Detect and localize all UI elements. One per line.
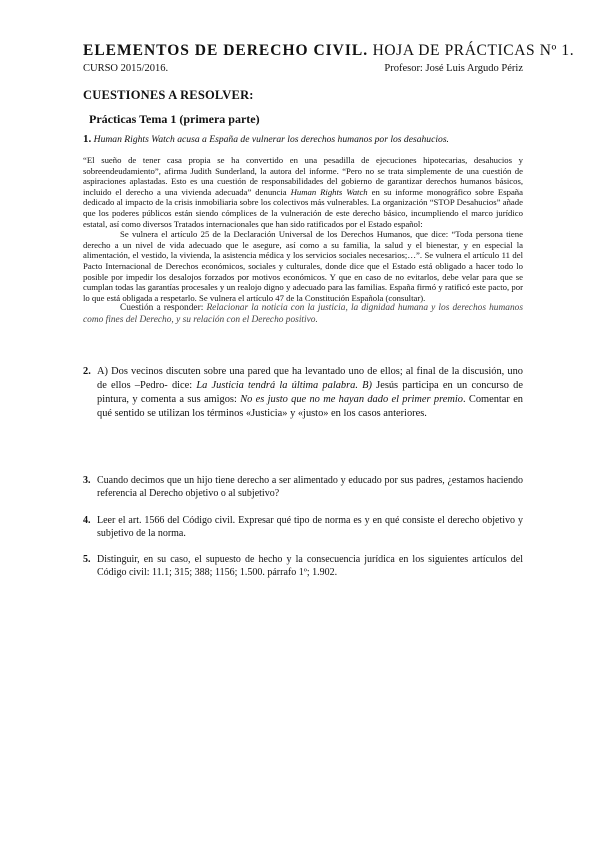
question-1-title: Human Rights Watch acusa a España de vulnerar los derechos humanos por los desahucios. [93, 134, 449, 145]
question-text: A) Dos vecinos discuten sobre una pared que ha levantado uno de ellos; al final de la discusión, uno de ellos –Pedro- dice: [97, 366, 523, 391]
article-paragraph-1 [83, 155, 523, 229]
section-title: CUESTIONES A RESOLVER: [83, 88, 254, 102]
task-label: Cuestión a responder: [120, 303, 204, 314]
article-text: “El sueño de tener casa propia se ha convertido en una pesadilla de ejecuciones hipotecarias, desahucios y sobreendeudamiento”, afirma Judith Sunderland, la autora del informe. “Pero no se trata simplemente de una cuestión de aspiraciones aplastadas. Esto es una cuestión de responsabilidades del gobierno de garantizar derechos humanos básicos, incluido el derecho a una vivienda adecuada” denuncia [83, 155, 523, 197]
question-number: 4. [83, 515, 91, 526]
question-5-text: Distinguir, en su caso, el supuesto de hecho y la consecuencia jurídica en los siguientes artículos del Código civil: 11.1; 315; 388; 1156; 1.500. párrafo 1º; 1.902. [97, 554, 523, 578]
question-4 [83, 514, 523, 540]
title-bold: ELEMENTOS DE DERECHO CIVIL. [83, 42, 369, 59]
question-4-text: Leer el art. 1566 del Código civil. Expresar qué tipo de norma es y en qué consiste el derecho objetivo y subjetivo de la norma. [97, 515, 523, 539]
question-quote: No es justo que no me hayan dado el primer premio [240, 394, 463, 405]
question-1-task [83, 303, 523, 326]
question-quote: La Justicia tendrá la última palabra. B) [196, 380, 372, 391]
professor-label: Profesor: José Luis Argudo Périz [384, 63, 523, 74]
question-number: 3. [83, 475, 91, 486]
subsection-title: Prácticas Tema 1 (primera parte) [89, 112, 260, 126]
task-text: Relacionar la noticia con la justicia, la dignidad humana y los derechos humanos como fines del Derecho, y su relación con el Derecho positivo. [83, 303, 523, 325]
question-number: 5. [83, 554, 91, 565]
article-paragraph-2: Se vulnera el artículo 25 de la Declaración Universal de los Derechos Humanos, que dice: “Toda persona tiene derecho a un nivel de vida adecuado que le asegure, así como a su familia, la salud y el bienestar, y en especial la alimentación, el vestido, la vivienda, la asistencia médica y los servicios sociales necesarios;…”. Se vulnera el artículo 11 del Pacto Internacional de Derechos económicos, sociales y culturales, donde dice que el Estado está obligado a hacer todo lo posible por impedir los desalojos forzados por motivos económicos. Y que en caso de no evitarlos, debe velar para que se cumplan todas las garantías procesales y un realojo digno y adecuado para las familias. España firmó y ratificó este pacto, por lo que está obligada a respetarlo. Se vulnera el artículo 47 de la Constitución Española (consultar). [83, 229, 523, 303]
question-5 [83, 553, 523, 579]
article-text: en su informe monográfico sobre España dedicado al impacto de la crisis inmobiliaria sobre los colectivos más vulnerables. La organización “STOP Desahucios” añade que los poderes públicos están siendo cómplices de la vulneración de este derecho básico, incumpliendo el marco jurídico estatal, así como diversos Tratados internacionales que han sido ratificados por el Estado español: [83, 186, 524, 229]
question-text: . Comentar en qué sentido se utilizan los términos «Justicia» y «justo» en los casos anteriores. [97, 394, 524, 419]
question-1-heading [83, 133, 523, 146]
question-number: 2. [83, 366, 91, 377]
article-org-name: Human Rights Watch [290, 186, 368, 197]
news-article [83, 155, 523, 326]
question-number: 1. [83, 133, 92, 145]
document-title [83, 42, 574, 60]
title-rest: HOJA DE PRÁCTICAS Nº 1. [372, 42, 575, 59]
question-3-text: Cuando decimos que un hijo tiene derecho a ser alimentado y educado por sus padres, ¿estamos haciendo referencia al Derecho objetivo o al subjetivo? [97, 475, 523, 499]
question-text: Jesús participa en un concurso de pintura, y comenta a sus amigos: [97, 380, 523, 405]
course-label: CURSO 2015/2016. [83, 63, 169, 74]
question-3 [83, 474, 523, 500]
header-subline [83, 63, 523, 74]
question-2 [83, 365, 523, 421]
question-2-text [83, 365, 523, 421]
